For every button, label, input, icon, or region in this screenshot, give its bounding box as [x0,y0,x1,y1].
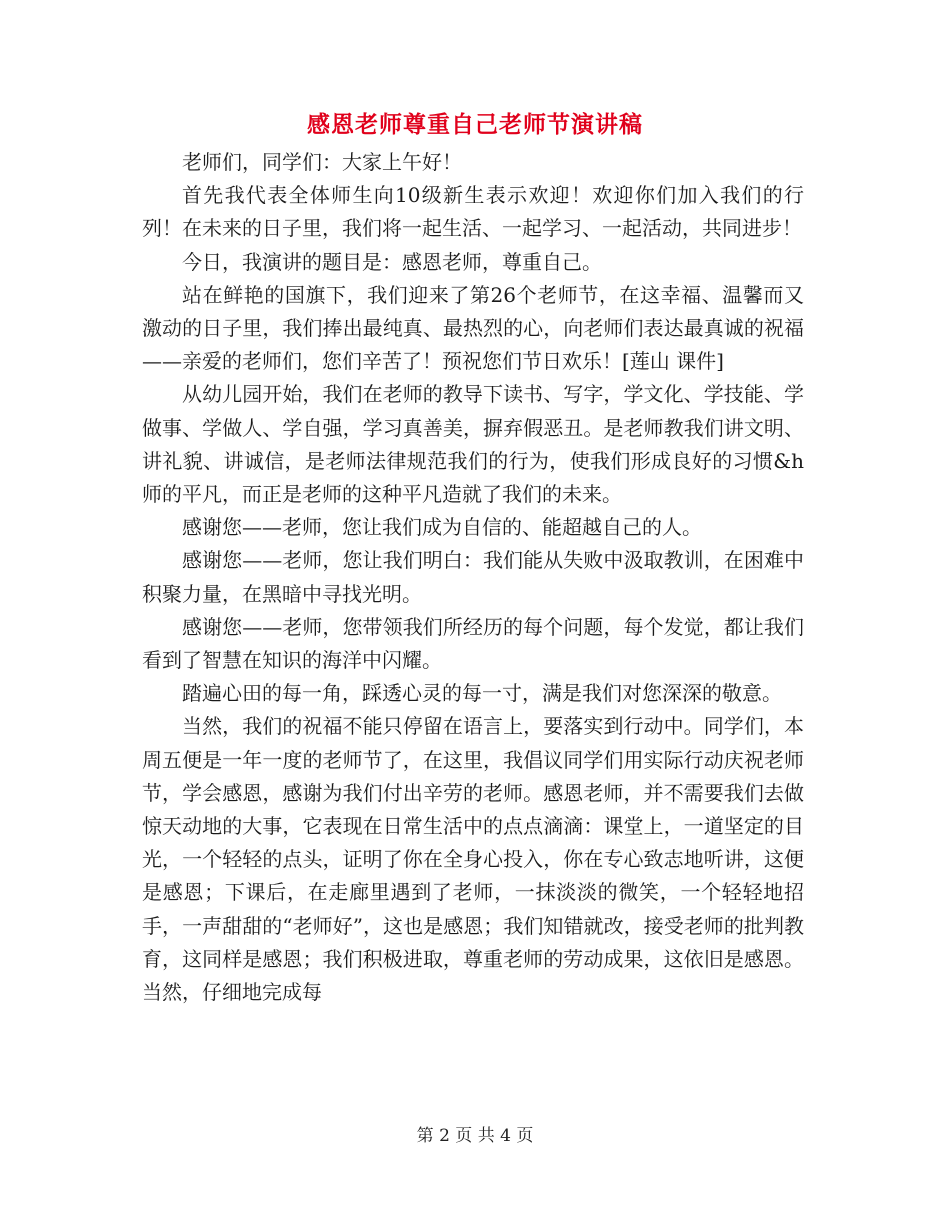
document-body [142,146,804,1009]
paragraph: 今日，我演讲的题目是：感恩老师，尊重自己。 [182,249,602,274]
paragraph: 踏遍心田的每一角，踩透心灵的每一寸，满是我们对您深深的敬意。 [182,681,782,706]
paragraph: 感谢您——老师，您让我们明白：我们能从失败中汲取教训，在困难中积聚力量，在黑暗中寻找光明。 [142,548,804,606]
paragraph: 感谢您——老师，您让我们成为自信的、能超越自己的人。 [182,515,702,540]
paragraph: 当然，我们的祝福不能只停留在语言上，要落实到行动中。同学们，本周五便是一年一度的老师节了，在这里，我倡议同学们用实际行动庆祝老师节，学会感恩，感谢为我们付出辛劳的老师。感恩老师，并不需要我们去做惊天动地的大事，它表现在日常生活中的点点滴滴：课堂上，一道坚定的目光，一个轻轻的点头，证明了你在全身心投入，你在专心致志地听讲，这便是感恩；下课后，在走廊里遇到了老师，一抹淡淡的微笑，一个轻轻地招手，一声甜甜的“老师好”，这也是感恩；我们知错就改，接受老师的批判教育，这同样是感恩；我们积极进取，尊重老师的劳动成果，这依旧是感恩。当然，仔细地完成每 [142,714,804,1005]
document-title: 感恩老师尊重自己老师节演讲稿 [307,111,643,138]
page-number-footer: 第 2 页 共 4 页 [416,1126,534,1146]
paragraph: 老师们，同学们：大家上午好！ [182,150,462,174]
paragraph: 首先我代表全体师生向10级新生表示欢迎！欢迎你们加入我们的行列！在未来的日子里，我们将一起生活、一起学习、一起活动，共同进步！ [142,183,804,241]
paragraph: 从幼儿园开始，我们在老师的教导下读书、写字，学文化、学技能、学做事、学做人、学自强，学习真善美，摒弃假恶丑。是老师教我们讲文明、讲礼貌、讲诚信，是老师法律规范我们的行为，使我们形成良好的习惯&h师的平凡，而正是老师的这种平凡造就了我们的未来。 [142,382,804,507]
paragraph: 站在鲜艳的国旗下，我们迎来了第26个老师节，在这幸福、温馨而又激动的日子里，我们捧出最纯真、最热烈的心，向老师们表达最真诚的祝福——亲爱的老师们，您们辛苦了！预祝您们节日欢乐！[莲山 课件] [142,282,804,374]
paragraph: 感谢您——老师，您带领我们所经历的每个问题，每个发觉，都让我们看到了智慧在知识的海洋中闪耀。 [142,614,804,673]
